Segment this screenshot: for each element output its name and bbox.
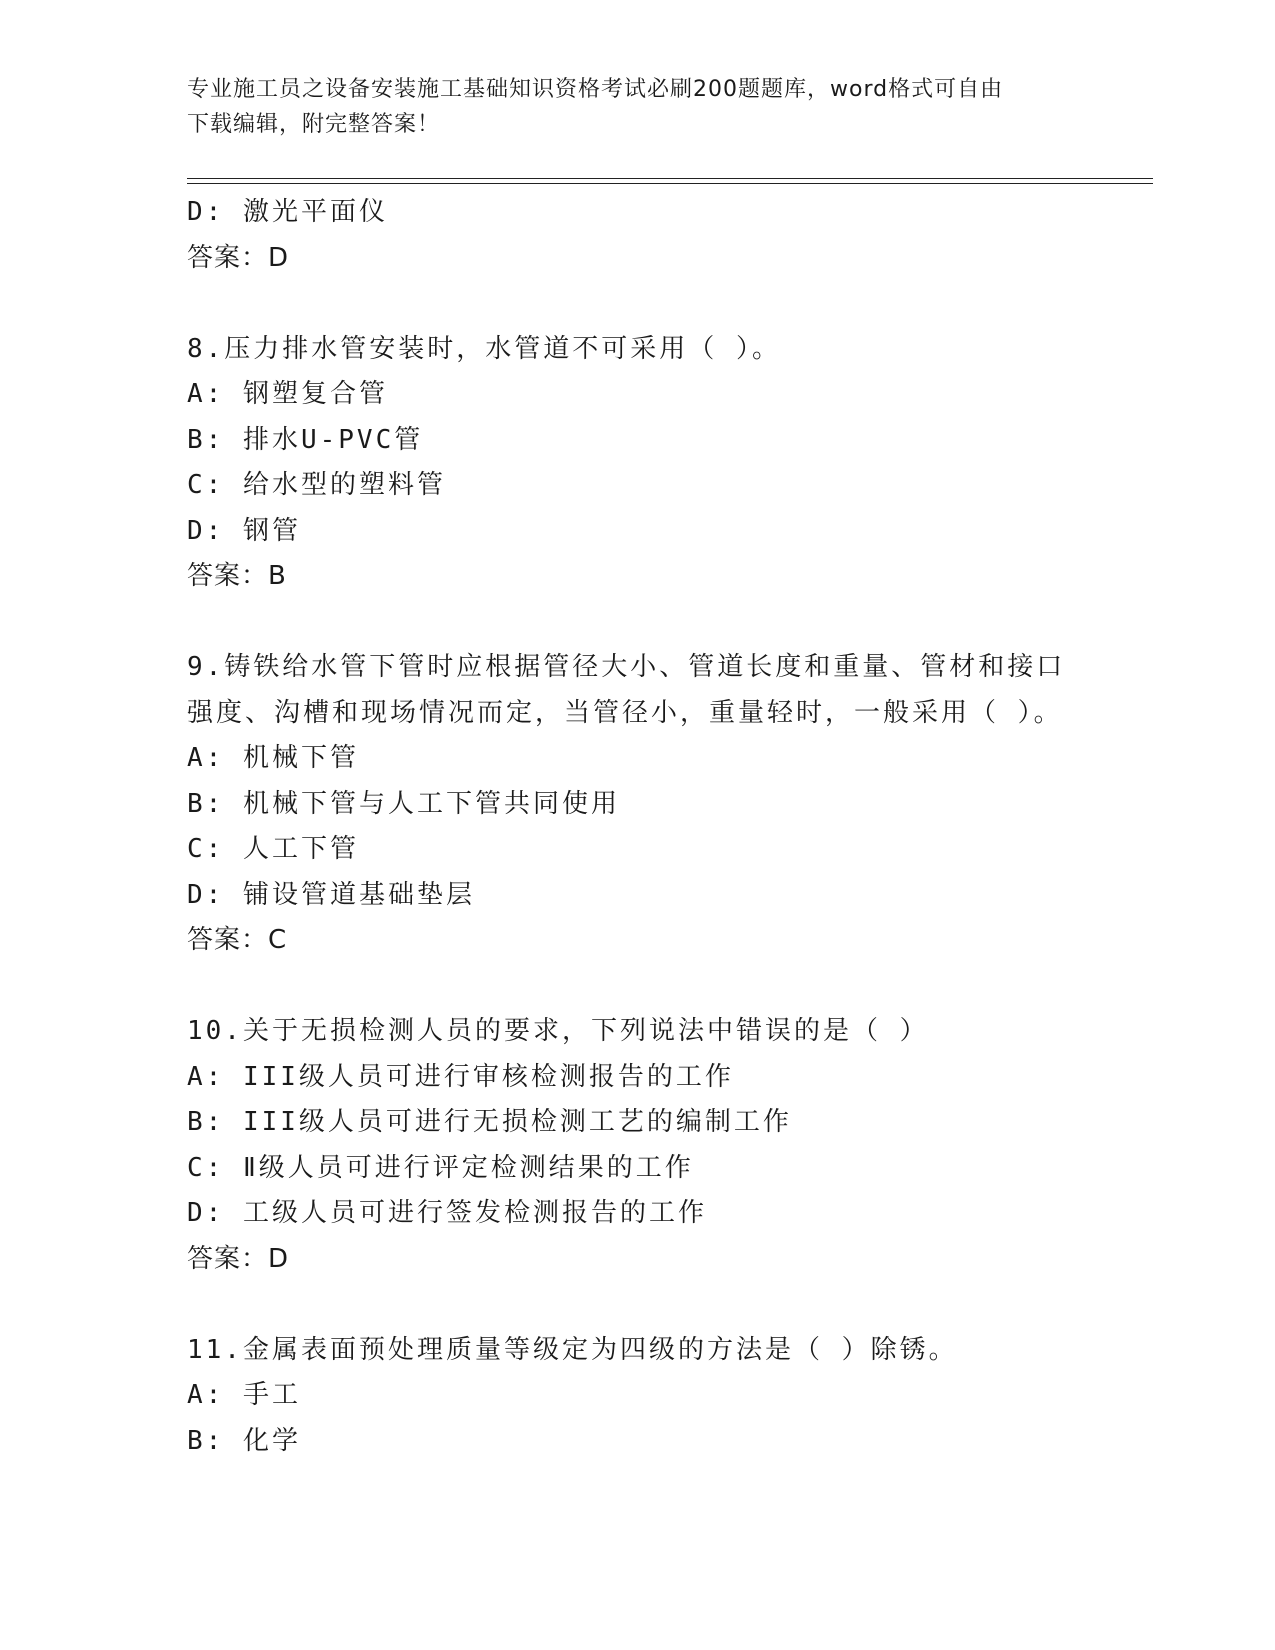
option-d: D: 铺设管道基础垫层 <box>187 879 475 910</box>
option-d: D: 激光平面仪 <box>187 197 388 227</box>
answer-line: 答案：D <box>187 1243 290 1274</box>
question-block <box>187 1009 1087 1282</box>
option-c: C: 人工下管 <box>187 834 359 864</box>
option-b: B: 机械下管与人工下管共同使用 <box>187 788 620 819</box>
option-d: D: 钢管 <box>187 515 301 546</box>
answer-line: 答案：C <box>187 925 288 955</box>
block-spacer <box>187 281 1087 327</box>
header-rule-top <box>187 178 1153 179</box>
question-stem: 8.压力排水管安装时，水管道不可采用（ ）。 <box>187 333 781 364</box>
option-b: B: 排水U-PVC管 <box>187 424 424 455</box>
question-stem: 10.关于无损检测人员的要求，下列说法中错误的是（ ） <box>187 1016 929 1046</box>
option-b: B: III级人员可进行无损检测工艺的编制工作 <box>187 1107 792 1137</box>
option-c: C: 给水型的塑料管 <box>187 470 446 500</box>
question-block <box>187 190 1087 281</box>
option-a: A: III级人员可进行审核检测报告的工作 <box>187 1061 734 1092</box>
option-a: A: 手工 <box>187 1380 301 1410</box>
question-block <box>187 327 1087 600</box>
block-spacer <box>187 1282 1087 1328</box>
option-c: C: Ⅱ级人员可进行评定检测结果的工作 <box>187 1152 694 1183</box>
question-stem-continued: 强度、沟槽和现场情况而定，当管径小，重量轻时，一般采用（ ）。 <box>187 697 1063 728</box>
header-line-2: 下载编辑，附完整答案！ <box>187 112 441 137</box>
option-a: A: 钢塑复合管 <box>187 379 388 409</box>
question-block <box>187 1328 1087 1465</box>
option-b: B: 化学 <box>187 1425 301 1456</box>
option-a: A: 机械下管 <box>187 743 359 773</box>
document-header <box>187 72 1067 142</box>
header-rule-bottom <box>187 183 1153 184</box>
header-line-1: 专业施工员之设备安装施工基础知识资格考试必刷200题题库，word格式可自由 <box>187 77 1004 102</box>
answer-line: 答案：D <box>187 242 290 273</box>
question-block <box>187 645 1087 964</box>
answer-line: 答案：B <box>187 561 287 591</box>
question-stem: 9.铸铁给水管下管时应根据管径大小、管道长度和重量、管材和接口 <box>187 652 1066 682</box>
option-d: D: 工级人员可进行签发检测报告的工作 <box>187 1198 707 1228</box>
block-spacer <box>187 600 1087 646</box>
question-stem: 11.金属表面预处理质量等级定为四级的方法是（ ）除锈。 <box>187 1334 958 1365</box>
block-spacer <box>187 964 1087 1010</box>
question-list <box>187 190 1087 1464</box>
